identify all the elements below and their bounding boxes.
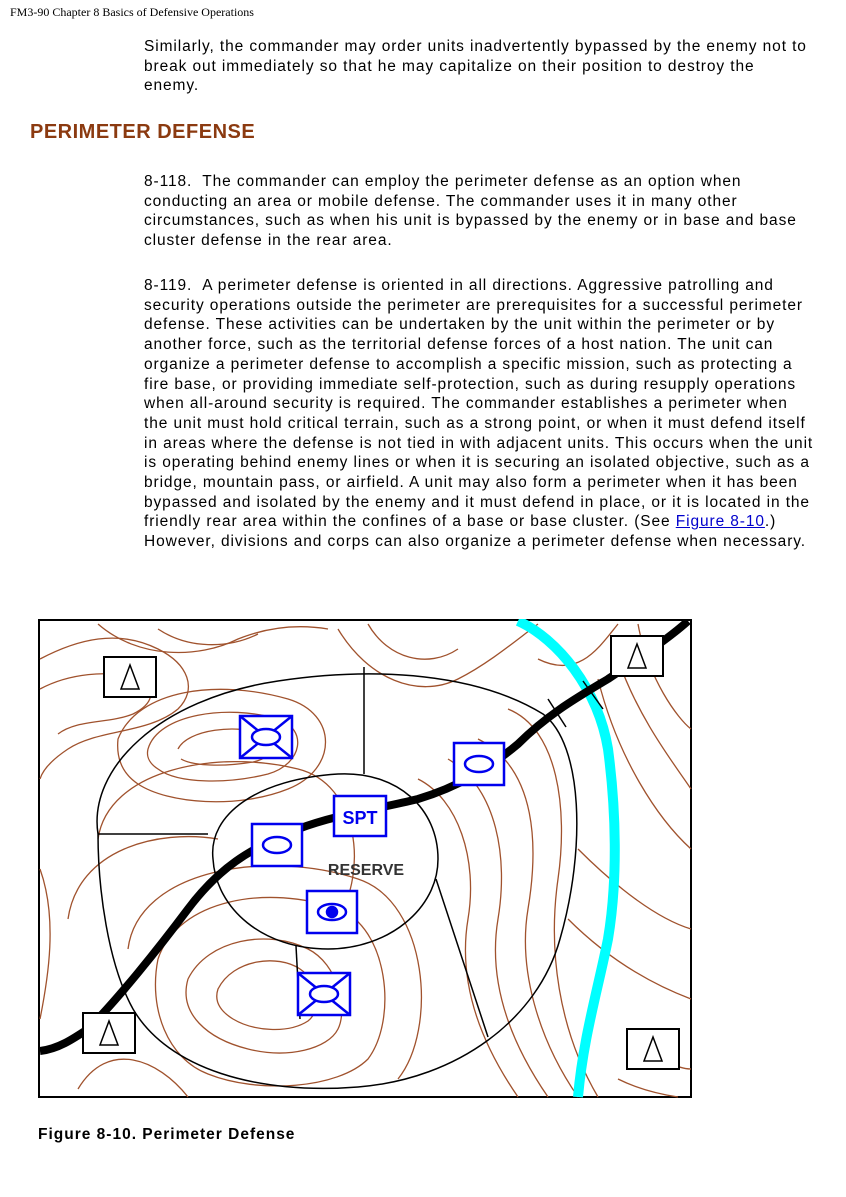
observation-post-nw [104, 657, 156, 697]
paragraph-text-continued: .) However, divisions and corps can also organize a perimeter defense when necessary. [144, 513, 806, 551]
perimeter-defense-map [38, 619, 692, 1098]
running-header: FM3-90 Chapter 8 Basics of Defensive Operations [10, 5, 254, 19]
reserve-recon-symbol [307, 891, 357, 933]
figure-8-10-link[interactable]: Figure 8-10 [675, 513, 765, 531]
reserve-label: RESERVE [327, 862, 405, 879]
armor-east-symbol [454, 743, 504, 785]
perimeter-defense-figure [38, 619, 692, 1098]
paragraph-8-118 [144, 172, 814, 251]
paragraph-number: 8-119. [144, 277, 193, 294]
intro-paragraph: Similarly, the commander may order units inadvertently bypassed by the enemy not to break out immediately so that he may capitalize on their position to destroy the enemy. [144, 38, 807, 95]
paragraph-number: 8-118. [144, 173, 193, 190]
paragraph-8-119 [144, 276, 814, 552]
spt-label: SPT [342, 808, 378, 828]
paragraph-text: The commander can employ the perimeter defense as an option when conducting an area or mobile defense. The commander uses it in many other circumstances, such as when his unit is bypassed by the enemy or in base and base cluster defense in the rear area. [144, 173, 797, 250]
observation-post-ne [611, 636, 663, 676]
observation-post-se [627, 1029, 679, 1069]
figure-caption: Figure 8-10. Perimeter Defense [38, 1126, 296, 1143]
mech-infantry-south-symbol [298, 973, 350, 1015]
observation-post-sw [83, 1013, 135, 1053]
section-title: PERIMETER DEFENSE [30, 121, 256, 143]
armor-west-symbol [252, 824, 302, 866]
mech-infantry-north-symbol [240, 716, 292, 758]
paragraph-text: A perimeter defense is oriented in all directions. Aggressive patrolling and security operations outside the perimeter are prerequisites for a successful perimeter defense. These activities can be undertaken by the unit within the perimeter or by another force, such as the territorial defense forces of a host nation. The unit can organize a perimeter defense to accomplish a specific mission, such as protecting a fire base, or providing immediate self-protection, such as during resupply operations when all-around security is required. The commander establishes a perimeter when the unit must hold critical terrain, such as a strong point, or when it must defend itself in areas where the defense is not tied in with adjacent units. This occurs when the unit is operating behind enemy lines or when it is securing an isolated objective, such as a bridge, mountain pass, or airfield. A unit may also form a perimeter when it has been bypassed and isolated by the enemy and it must defend in place, or it is located in the friendly rear area within the confines of a base or base cluster. (See [144, 277, 814, 531]
